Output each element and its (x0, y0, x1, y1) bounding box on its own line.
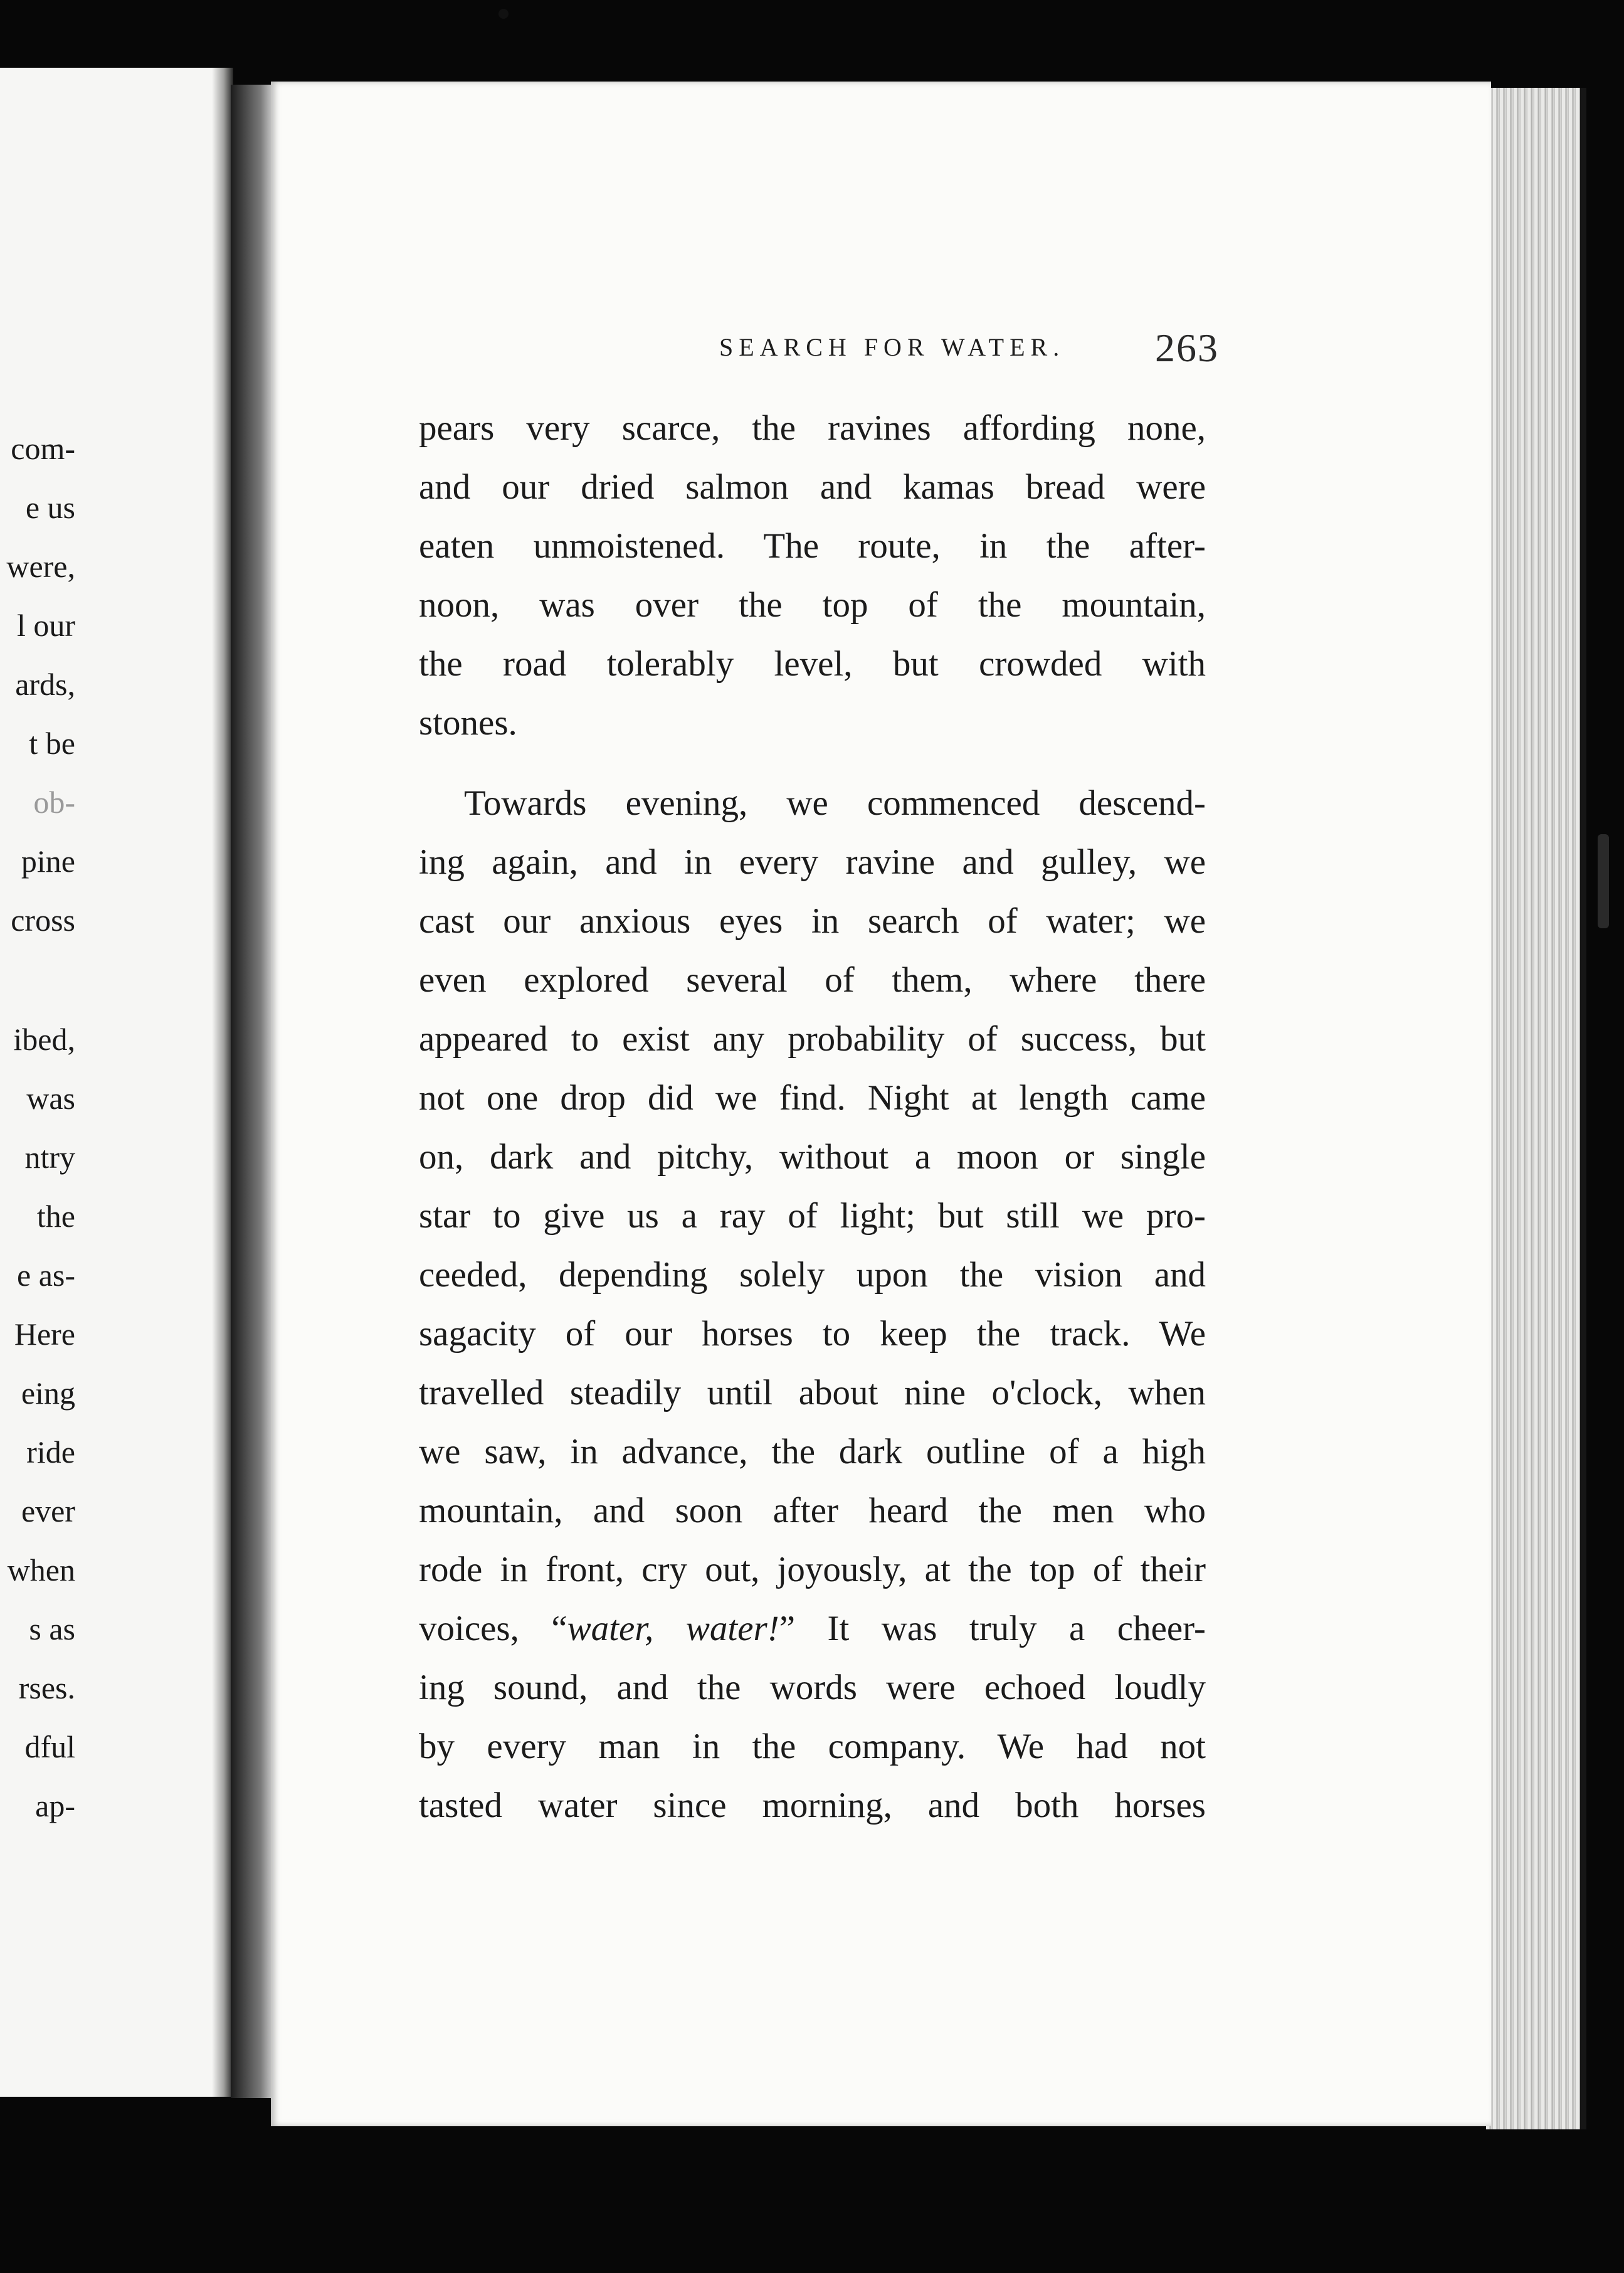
facing-page-line-fragment: ever (21, 1493, 75, 1529)
scan-speck (1598, 834, 1609, 928)
text-line: even explored several of them, where there (419, 960, 1206, 1000)
facing-page-line-fragment: was (26, 1081, 75, 1116)
text-fragment: voices, “ (419, 1609, 567, 1648)
running-head (359, 325, 1224, 375)
facing-page-line-fragment: rses. (18, 1670, 75, 1705)
text-line: travelled steadily until about nine o'clock, when (419, 1373, 1206, 1412)
text-line: stones. (419, 703, 517, 743)
running-title: SEARCH FOR WATER. (719, 333, 1065, 361)
text-line: tasted water since morning, and both horses (419, 1786, 1206, 1825)
facing-page-line-fragment: ap- (35, 1788, 75, 1823)
facing-page-line-fragment: the (36, 1199, 75, 1234)
text-line: by every man in the company. We had not (419, 1727, 1206, 1766)
scan-speck (498, 9, 509, 19)
text-fragment: ” It was truly a cheer- (779, 1609, 1206, 1648)
facing-page-line-fragment: ards, (15, 667, 75, 702)
italic-exclamation: water, water! (567, 1609, 779, 1648)
facing-page (0, 68, 233, 2097)
text-line: appeared to exist any probability of success, but (419, 1019, 1206, 1059)
facing-page-line-fragment: were, (6, 549, 75, 584)
facing-page-line-fragment: pine (21, 844, 75, 879)
facing-page-line-fragment: when (7, 1552, 75, 1587)
text-line: ing sound, and the words were echoed loudly (419, 1668, 1206, 1707)
text-line: noon, was over the top of the mountain, (419, 585, 1206, 625)
text-line: pears very scarce, the ravines affording none, (419, 408, 1206, 448)
text-line: and our dried salmon and kamas bread were (419, 467, 1206, 507)
facing-page-line-fragment: t be (29, 726, 75, 761)
book-spine-shadow (231, 85, 273, 2098)
body-text (419, 399, 1206, 1835)
text-line: we saw, in advance, the dark outline of a high (419, 1432, 1206, 1471)
text-line: ing again, and in every ravine and gulley, we (419, 842, 1206, 882)
text-line: ceeded, depending solely upon the vision and (419, 1255, 1206, 1295)
facing-page-line-fragment: eing (21, 1375, 75, 1411)
text-line: mountain, and soon after heard the men who (419, 1491, 1206, 1530)
facing-page-line-fragment: l our (16, 608, 75, 643)
facing-page-line-fragment: ride (26, 1434, 75, 1470)
text-line: on, dark and pitchy, without a moon or single (419, 1137, 1206, 1177)
facing-page-line-fragment: ntry (24, 1140, 75, 1175)
paragraph (419, 774, 1206, 1835)
text-line: sagacity of our horses to keep the track. We (419, 1314, 1206, 1354)
facing-page-line-fragment: dful (24, 1729, 75, 1764)
facing-page-line-fragment: e us (25, 490, 75, 525)
page-number: 263 (1155, 326, 1219, 370)
facing-page-line-fragment: s as (29, 1611, 75, 1646)
text-line: star to give us a ray of light; but still we pro- (419, 1196, 1206, 1236)
binding-shadow (212, 68, 233, 2097)
page-edges-stack (1486, 88, 1586, 2129)
text-line: Towards evening, we commenced descend- (464, 783, 1206, 823)
paragraph (419, 399, 1206, 753)
facing-page-line-fragment: e as- (17, 1258, 75, 1293)
facing-page-line-fragment: com- (11, 431, 75, 466)
facing-page-line-fragment: cross (11, 903, 75, 938)
text-line: eaten unmoistened. The route, in the after- (419, 526, 1206, 566)
text-line: cast our anxious eyes in search of water; we (419, 901, 1206, 941)
facing-page-line-fragment: ibed, (13, 1022, 75, 1057)
text-line: rode in front, cry out, joyously, at the top of their (419, 1550, 1206, 1589)
facing-page-line-fragment: ob- (33, 785, 75, 820)
facing-page-line-fragment: Here (14, 1317, 75, 1352)
text-line: not one drop did we find. Night at length came (419, 1078, 1206, 1118)
text-line-with-italic (419, 1599, 1206, 1658)
text-line: the road tolerably level, but crowded with (419, 644, 1206, 684)
